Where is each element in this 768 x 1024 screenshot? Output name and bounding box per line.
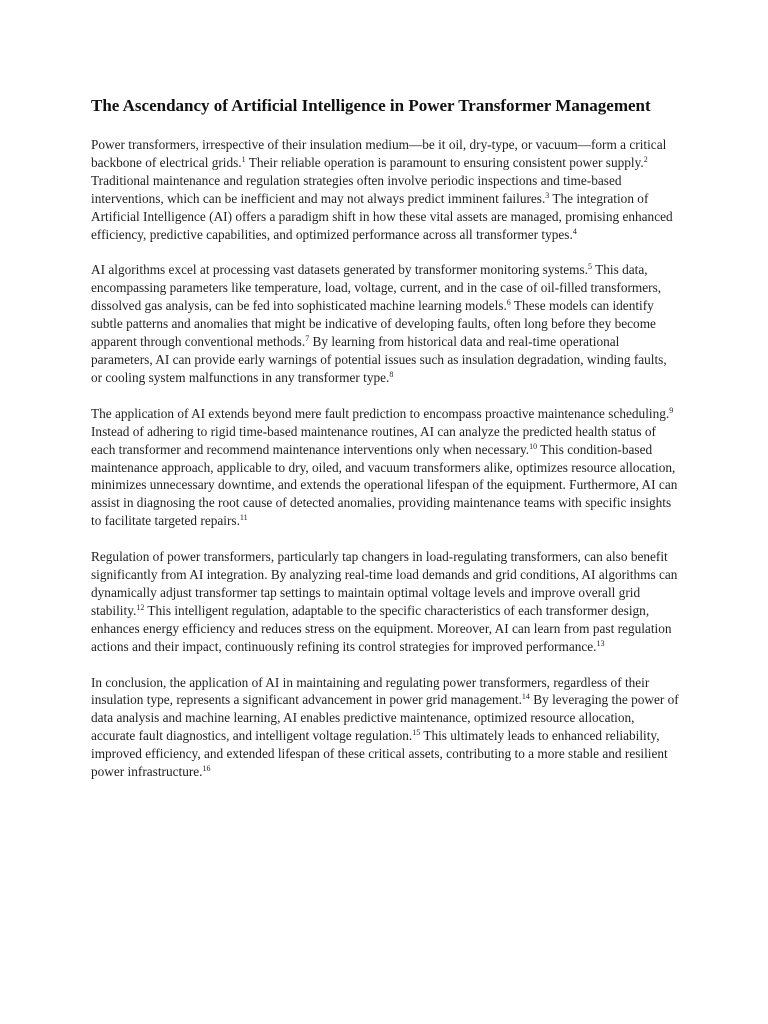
footnote-ref: 9 xyxy=(669,405,674,415)
paragraph-text: These models can identify subtle patterns and anomalies that might be indicative of developing faults, often long before they become apparent through conventional methods. xyxy=(91,298,656,350)
footnote-ref: 8 xyxy=(389,369,394,379)
footnote-ref: 7 xyxy=(305,334,310,344)
paragraph-text: The application of AI extends beyond mere fault prediction to encompass proactive maintenance scheduling. xyxy=(91,405,670,421)
paragraph xyxy=(91,405,681,530)
footnote-ref: 2 xyxy=(643,154,648,164)
footnote-ref: 5 xyxy=(588,262,593,272)
paragraph-text: By learning from historical data and real-time operational parameters, AI can provide early warnings of potential issues such as insulation degradation, winding faults, or cooling system malfunctions in any transformer type. xyxy=(91,334,667,385)
footnote-ref: 4 xyxy=(572,226,577,236)
paragraph-text: Their reliable operation is paramount to ensuring consistent power supply. xyxy=(245,154,644,170)
paragraph-text: By leveraging the power of data analysis and machine learning, AI enables predictive maintenance, optimized resource allocation, accurate fault diagnostics, and intelligent voltage regulation. xyxy=(91,692,679,744)
footnote-ref: 12 xyxy=(136,602,145,612)
footnote-ref: 11 xyxy=(239,513,248,523)
paragraph-text: Regulation of power transformers, particularly tap changers in load-regulating transformers, can also benefit significantly from AI integration. By analyzing real-time load demands and grid conditions, AI algorithms can dynamically adjust transformer tap settings to maintain optimal voltage levels and improve overall grid stability. xyxy=(91,549,678,618)
paragraph-text: Traditional maintenance and regulation strategies often involve periodic inspections and time-based interventions, which can be inefficient and may not always predict imminent failures. xyxy=(91,172,622,206)
paragraph-text: This condition-based maintenance approach, applicable to dry, oiled, and vacuum transformers alike, optimizes resource allocation, minimizes unnecessary downtime, and extends the operational lifespan of the equipment. Furthermore, AI can assist in diagnosing the root cause of detected anomalies, providing maintenance teams with specific insights to facilitate targeted repairs. xyxy=(91,441,678,529)
paragraph-text: Instead of adhering to rigid time-based maintenance routines, AI can analyze the predicted health status of each transformer and recommend maintenance interventions only when necessary. xyxy=(91,423,656,457)
footnote-ref: 3 xyxy=(545,190,550,200)
footnote-ref: 14 xyxy=(521,692,530,702)
paragraph-text: Power transformers, irrespective of their insulation medium—be it oil, dry-type, or vacuum—form a critical backbone of electrical grids. xyxy=(91,137,667,170)
footnote-ref: 1 xyxy=(241,154,246,164)
paragraph-text: This data, encompassing parameters like temperature, load, voltage, current, and in the case of oil-filled transformers, dissolved gas analysis, can be fed into sophisticated machine learning models. xyxy=(91,262,662,314)
paragraph-text: This intelligent regulation, adaptable to the specific characteristics of each transformer design, enhances energy efficiency and reduces stress on the equipment. Moreover, AI can learn from past regulation actions and their impact, continuously refining its control strategies for improved performance. xyxy=(91,602,672,654)
footnote-ref: 13 xyxy=(596,638,605,648)
paragraph xyxy=(91,674,681,781)
footnote-ref: 6 xyxy=(506,298,511,308)
paragraph xyxy=(91,548,681,655)
paragraph xyxy=(91,261,681,386)
paragraph-text: The integration of Artificial Intelligence (AI) offers a paradigm shift in how these vital assets are managed, promising enhanced efficiency, predictive capabilities, and optimized performance across all transformer types. xyxy=(91,190,673,242)
footnote-ref: 15 xyxy=(412,728,421,738)
paragraph-text: This ultimately leads to enhanced reliability, improved efficiency, and extended lifespan of these critical assets, contributing to a more stable and resilient power infrastructure. xyxy=(91,728,668,780)
footnote-ref: 10 xyxy=(529,441,538,451)
document-title: The Ascendancy of Artificial Intelligence in Power Transformer Management xyxy=(91,96,651,115)
footnote-ref: 16 xyxy=(202,764,211,774)
paragraph-text: AI algorithms excel at processing vast datasets generated by transformer monitoring systems. xyxy=(91,262,589,278)
document-page xyxy=(91,94,681,799)
paragraph xyxy=(91,136,681,243)
paragraph-text: In conclusion, the application of AI in maintaining and regulating power transformers, regardless of their insulation type, represents a significant advancement in power grid management. xyxy=(91,674,650,708)
